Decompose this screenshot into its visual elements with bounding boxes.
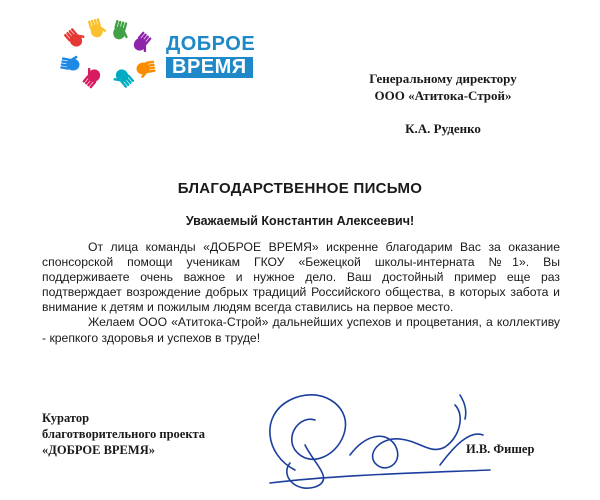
curator-line-3: «ДОБРОЕ ВРЕМЯ» — [42, 443, 155, 457]
logo-line-2: ВРЕМЯ — [166, 57, 253, 78]
addressee-block — [318, 70, 568, 137]
curator-block — [42, 410, 262, 458]
body-paragraph-2: Желаем ООО «Атитока-Строй» дальнейших успехов и процветания, а коллективу - крепкого здоровья и успехов в труде! — [42, 315, 560, 345]
curator-line-1: Куратор — [42, 411, 90, 425]
logo-line-1: ДОБРОЕ — [166, 33, 256, 55]
hand-icon — [112, 20, 132, 42]
curator-line-2: благотворительного проекта — [42, 427, 206, 441]
addressee-name: К.А. Руденко — [405, 121, 481, 136]
hand-icon — [88, 18, 108, 39]
hand-icon — [136, 60, 157, 79]
logo — [56, 18, 266, 92]
addressee-position: Генеральному директору — [369, 71, 517, 86]
greeting: Уважаемый Константин Алексеевич! — [185, 214, 415, 228]
letter-title: БЛАГОДАРСТВЕННОЕ ПИСЬМО — [177, 180, 423, 197]
body-paragraph-1: От лица команды «ДОБРОЕ ВРЕМЯ» искренне благодарим Вас за оказание спонсорской помощи ученикам ГКОУ «Бежецкой школы-интерната №1». Вы поддерживаете очень важное и нужное дело. Ваш достойный пример еще раз подтверждает возрождение добрых традиций Российского общества, в которых забота и внимание к детям и пожилым людям всегда ставились на первое место. — [42, 240, 560, 315]
hand-icon — [60, 53, 81, 72]
addressee-company: ООО «Атитока-Строй» — [374, 88, 512, 103]
signer-name: И.В. Фишер — [466, 442, 535, 456]
letter-body — [42, 240, 560, 346]
colored-hands-icon — [56, 18, 166, 92]
hand-icon — [111, 67, 135, 91]
hand-icon — [64, 25, 88, 49]
handwritten-signature — [255, 375, 495, 495]
hand-icon — [79, 65, 103, 89]
hand-icon — [131, 31, 155, 55]
logo-text — [166, 34, 255, 78]
